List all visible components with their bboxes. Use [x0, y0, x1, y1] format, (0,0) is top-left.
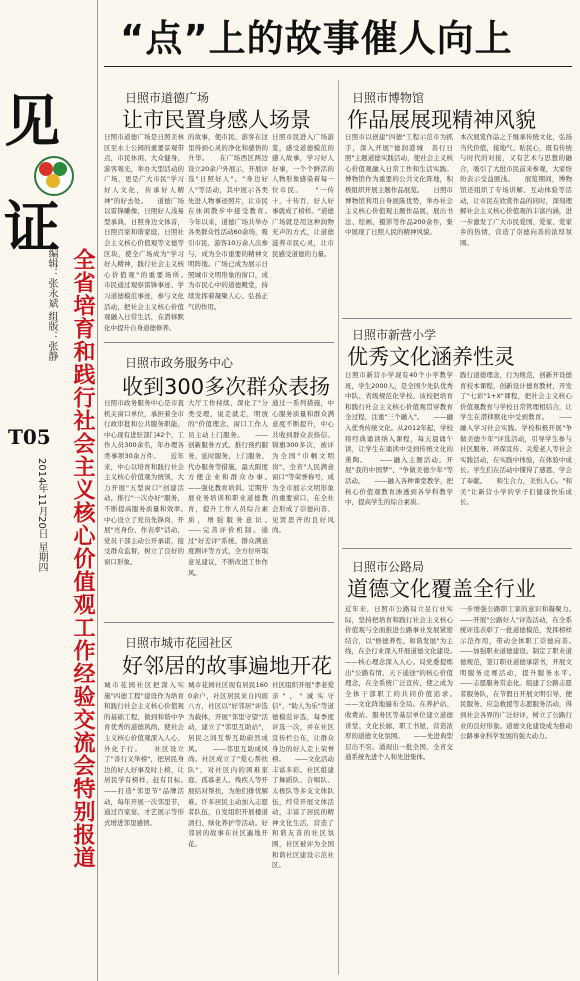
dateline: 2014年11月20日 星期四: [36, 458, 47, 573]
column-divider: [338, 80, 339, 975]
article-title: 好邻居的故事遍地开花: [122, 654, 332, 678]
article-body-column: 城市花园社区把深入实施"四德工程"建设作为培育和践行社会主义核心价值观的基础工程，做到和谐中孕育优秀的道德风尚，使社会主义核心价值观深入人心、外化于行。 社区设立了"善行义举榜"，把居民身边的好人好事及时上榜，让居民学有榜样、赶有目标。 ——打造"邻里节"品牌活动，每年开展一次邻里节，通过百家宴、才艺展示等形式增进邻里感情。: [104, 681, 184, 827]
article-body-column: 日照市新营小学现有40个小学教学班，学生2000人，是全国少先队优秀中队、省级规范化学校。该校把培育和践行社会主义核心价值观贯穿教育全过程，注重"三个融入"。 ——融入优秀传统文化。从2012年起，学校将经典诵读纳入课程，每天晨诵午读，让学生在诵读中受到传统文化的熏陶。 ——融入主题活动。开展"我的中国梦"、"争做美德少年"等活动。 ——融入各种课堂教学，把核心价值观教育渗透到各学科教学中，提高学生的综合素质。: [345, 371, 453, 507]
masthead-strip: [0, 0, 96, 981]
article-kicker: 日照市政务服务中心: [125, 356, 234, 370]
article-body-column: 日照市政务服务中心是市直机关窗口单位，承担着全市行政审批和公共服务职能。中心现有进驻部门42个，工作人员300余名，年办理各类事项30余万件。 近年来，中心以培育和践行社会主义核心价值观为统领，大力开展"五型窗口"创建活动，推行"一次办好"服务，不断提高服务质量和效率。 中心设立了党员先锋岗，开展"亮身份、作表率"活动，党员干部主动公开承诺，接受群众监督，树立了良好的窗口形象。: [104, 399, 184, 566]
emblem-yellow-petal: [46, 174, 60, 188]
article-title: 优秀文化涵养性灵: [347, 345, 515, 369]
series-title: 全省培育和践行社会主义核心价值观工作经验交流会特别报道: [70, 248, 96, 869]
article-body-column: 日照市以创建"四德"工程示范市为抓手，深入开展"德润港城 善行日照"主题道德实践活动，使社会主义核心价值观融入日常工作和生活实践。博物馆作为重要的公共文化阵地，积极组织开展主题作品展览。 日照市博物馆利用自身展陈优势，举办社会主义核心价值观主题作品展，展出书法、绘画、摄影等作品200余件，集中展现了日照人民的精神风貌。: [345, 133, 453, 237]
article-title: 让市民置身感人场景: [122, 108, 311, 132]
article-body-column: 大厅工作持续、深化了"分类受理，说走就走，明放的"价值理念，窗口工作人员主动上门服务。 ——创新服务方式。推行预约服务、延时服务、上门服务、代办服务等措施，最大限度方便企业和群众办事。 ——强化教育培训。定期开展业务培训和职业道德教育，提升工作人员综合素质，增强服务意识。 ——完善评价机制。通过"好差评"系统、群众满意度测评等方式，全方位听取意见建议，不断改进工作作风。: [188, 399, 268, 577]
masthead-emblem-icon: [34, 156, 74, 196]
article-body-column: 城市花园社区现有居民1600余户，社区居民来自四面八方，社区以"好邻居"评选为载体，开展"邻里守望"活动，建立了"邻里互助站"，居民之间互帮互助蔚然成风。 ——邻里互助成风尚。社区成立了"爱心帮扶队"，对社区内的困难家庭、孤寡老人、残疾人等开展结对帮扶，为他们排忧解难。许多居民主动加入志愿者队伍，自发组织开展楼道清扫、绿化养护等活动。好邻居的故事在社区遍地开花。: [188, 681, 268, 848]
article-kicker: 日照市博物馆: [352, 91, 425, 105]
page-headline: “点”上的故事催人向上: [120, 17, 513, 60]
article-body-column: 社区组织开展"孝老爱亲"、"诚实守信"、"助人为乐"等道德模范评选，每季度评选一次，并在社区宣传栏公布，让群众身边的好人走上荣誉榜。 ——文化活动丰富多彩。社区组建了舞蹈队、合唱队、太极队等多支文体队伍，经常开展文体活动，丰富了居民的精神文化生活，营造了和谐友善的社区氛围，社区被评为全国和谐社区建设示范社区。: [272, 681, 334, 870]
section-rule: [104, 342, 334, 343]
masthead-char-2: 证: [4, 195, 60, 261]
article-body-column: 通过一系列措施，中心服务质量和群众满意度不断提升，中心共收到群众表扬信、锦旗300多次，被评为全国"巾帼文明岗"、全省"人民满意窗口"等荣誉称号，成为全市展示文明形象的重要窗口，在全社会形成了崇德向善、见贤思齐的良好风尚。: [272, 399, 334, 535]
article-body-column: 一步增强公路职工家的意识和凝聚力。 ——开展"公路好人"评选活动，在全系统评选表彰了一批道德模范，发挥榜样示范作用，带动全体职工崇德向善。 ——加强职业道德建设。制定了职业道德规范，签订职业道德承诺书，开展文明服务竞赛活动，提升服务水平。 ——志愿服务常态化。组建了公路志愿者服务队，在节假日开展文明引导、便民服务、应急救援等志愿服务活动，得到社会各界的广泛好评，树立了公路行业的良好形象。道德文化建设成为推动公路事业科学发展的强大动力。: [460, 605, 572, 741]
article-body-column: 践行道德理念，行为规范，创新开设德育校本课程，创新设计德育教材，开发了"七彩"1+X"课程，把社会主义核心价值观教育与学校日常管理相结合，让学生在潜移默化中受到教育。 ——融入学习社会实践。学校积极开展"争做美德少年"评选活动，引导学生参与社区服务、环保宣传、关爱老人等社会实践活动，在实践中体验，在体验中成长。学生们在活动中懂得了感恩、学会了奉献。 和生合力，美怡人心。"和美"让新营小学的学子们健康快乐成长。: [460, 371, 572, 507]
section-rule: [104, 622, 334, 623]
article-title: 道德文化覆盖全行业: [347, 577, 536, 601]
article-title: 收到300多次群众表扬: [122, 375, 331, 399]
masthead-divider: [97, 0, 98, 981]
article-body-column: 日照市民进入广场游览，感受道德模范的感人故事，学习好人好事，一个个鲜活的人物形象感染着每一位市民。 "一传十，十传百，好人好事就成了榜样。"道德广场就是用这种润物无声的方式，让道德滋养市民心灵，让市民感受道德的力量。: [272, 133, 334, 258]
article-body-column: 日照市道德广场是日照美林区至水上公园的重要景观带点，市民休闲、大众健身、游客观光，举办大型活动的广场，更是广大市民"学习好人文化，传承好人精神"的好去处。 道德广场以雷锋雕像，日照好人浅易型承典，日照身边文体音，日照百家和谐家庭，日照社会主义核心价值观等义德等区块，使全广场成为"学习好人精神，践行社会主义核心价值观"的重要场所。 市民通过观察雷锋事迹、学习道德模范事迹，参与文化活动，把社会主义核心价值观融入日常生活，在潜移默化中提升自身道德修养。: [104, 133, 184, 332]
page-number: T05: [8, 425, 51, 449]
article-body-column: 本次展览作品之于继承传统文化，弘扬当代价值，接地气、贴民心，既有传统与时代的对接，又有艺术与思想的融合，吸引了大批市民前来参观，大家纷纷表示受益匪浅。 展览期间，博物馆还组织了专场讲解、互动体验等活动，让市民在欣赏作品的同时，深刻理解社会主义核心价值观的丰富内涵，进一步激发了广大市民爱国、爱家、爱家乡的热情，营造了崇德向善的浓厚氛围。: [460, 133, 572, 247]
article-kicker: 日照市道德广场: [125, 91, 210, 105]
masthead-char-1: 见: [4, 89, 60, 155]
article-body-column: 的故事，使市民、游客在这里得到心灵的净化和感悟的升华。 在广场西区两边设立20余户外展示，开展评选"日照好人"、"身边好人"等活动，其中展示各类先进人物事迹照片，让市民在休闲散步中接受教育。 今年以来，道德广场共举办各类群众性活动60余场，吸引市民、游客10万余人次参与，成为全市重要的精神文明阵地。广场已成为展示日照城市文明形象的窗口，成为市民心中的道德殿堂，持续发挥着凝聚人心、弘扬正气的作用。: [188, 133, 268, 311]
article-kicker: 日照市城市花园社区: [125, 636, 234, 650]
article-body-column: 近年来，日照市公路局立足行业实际，坚持把培育和践行社会主义核心价值观与全面推进公路事业发展紧密结合，以"修德养性、和谐发展"为主线，在全行业深入开展道德文化建设。 ——核心理念深入人心。局党委提炼出"公路有情、天下通途"的核心价值理念，在全系统广泛宣传，使之成为全体干部职工的共同价值追求。 ——文化阵地遍布全局。在养护站、收费站、服务区等基层单位建立道德讲堂、文化长廊、职工书屋，营造浓厚的道德文化氛围。 ——先进典型层出不穷。涌现出一批全国、全省交通系统先进个人和先进集体。: [345, 605, 453, 762]
page-editor-credit: 编辑：张永斌 组版：张静: [46, 248, 57, 362]
article-kicker: 日照市公路局: [352, 560, 425, 574]
article-title: 作品展展现精神风貌: [347, 108, 536, 132]
headline-rule: [104, 66, 572, 67]
section-rule: [342, 548, 572, 549]
article-kicker: 日照市新营小学: [352, 328, 437, 342]
section-rule: [342, 318, 572, 319]
